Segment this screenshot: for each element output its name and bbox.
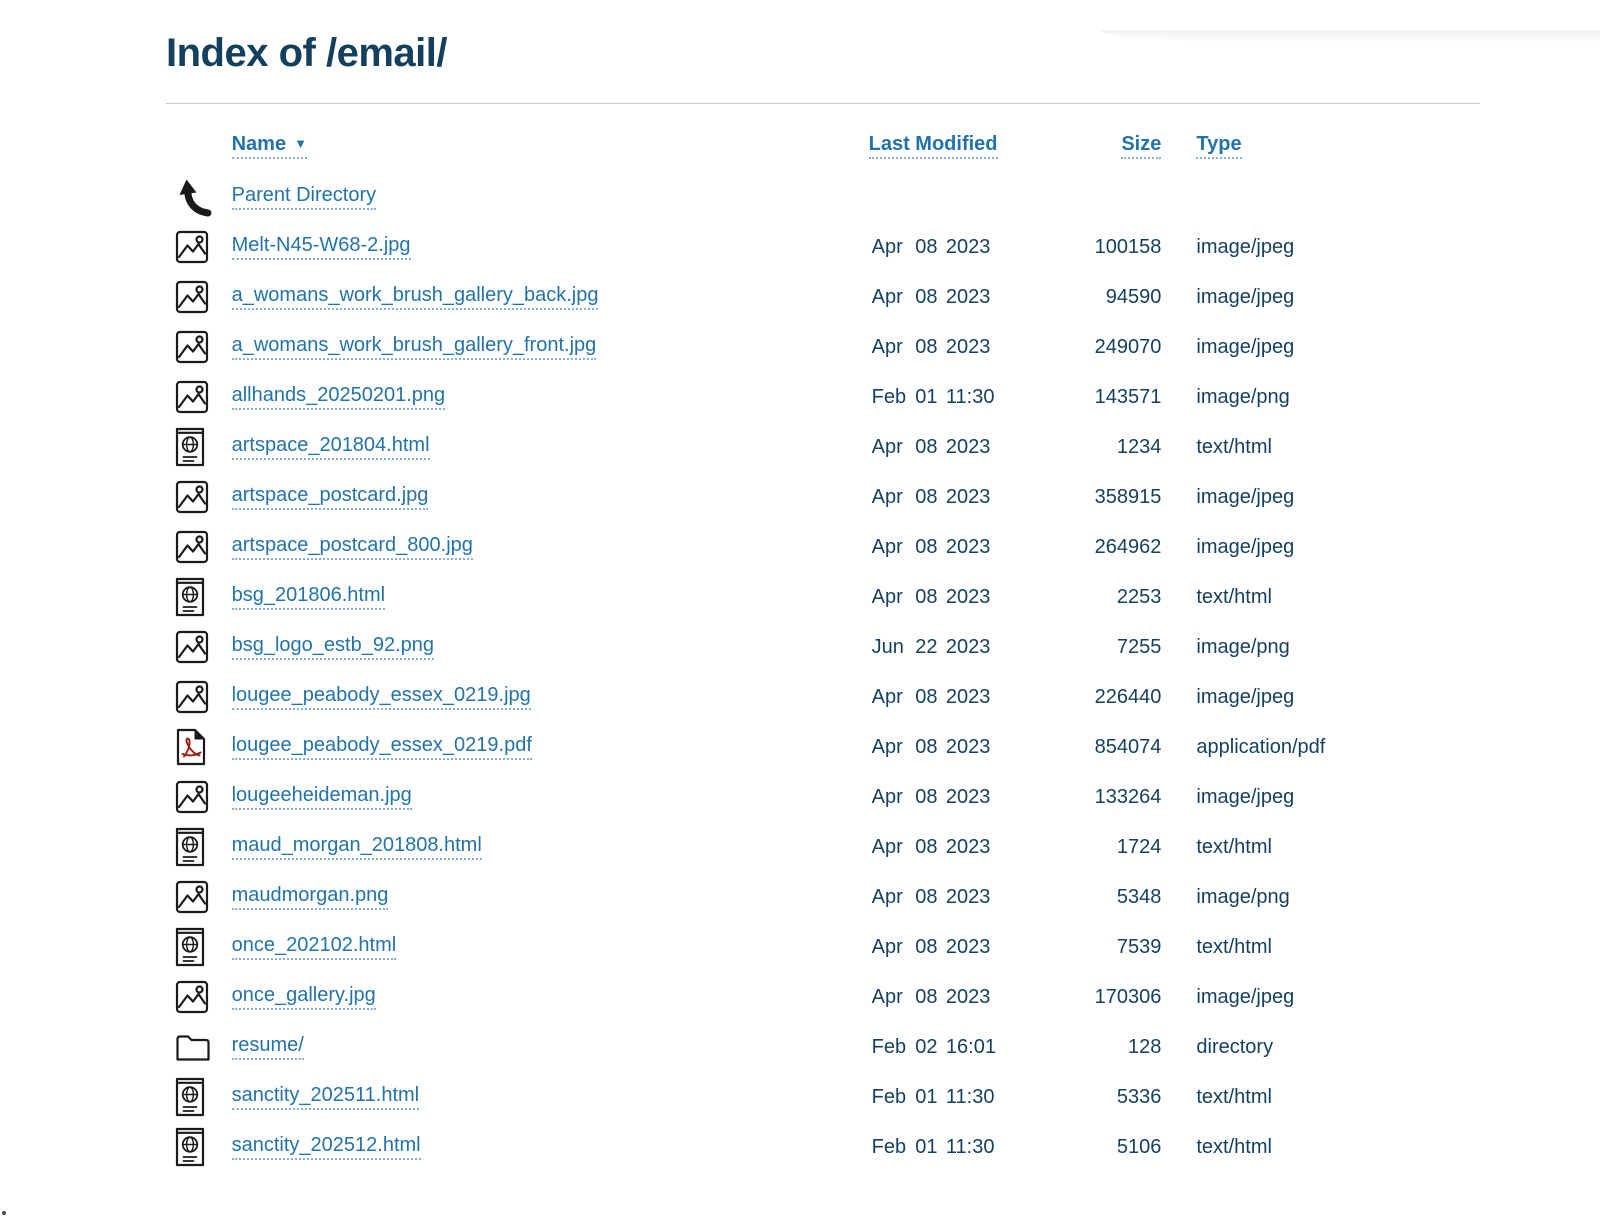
html-icon [175, 427, 213, 467]
name-column-header: Name [231, 133, 287, 155]
modified-month: Apr [871, 585, 903, 608]
file-row [166, 1122, 1480, 1172]
modified-day: 08 [915, 885, 938, 908]
file-row [166, 272, 1480, 322]
modified-day: 08 [915, 485, 938, 508]
file-type: image/jpeg [1196, 685, 1295, 708]
modified-day: 22 [915, 635, 938, 658]
modified-year-or-time: 2023 [945, 935, 991, 958]
file-size: 133264 [1094, 785, 1162, 808]
file-size: 5336 [1116, 1085, 1162, 1108]
modified-month: Apr [871, 735, 903, 758]
file-row [166, 672, 1480, 722]
table-header-row [166, 114, 1480, 172]
modified-day: 08 [915, 335, 938, 358]
file-size: 128 [1128, 1035, 1162, 1058]
file-link[interactable]: maudmorgan.png [232, 884, 389, 910]
file-link[interactable]: artspace_postcard.jpg [232, 484, 429, 510]
file-row [166, 622, 1480, 672]
file-type: image/png [1196, 885, 1290, 908]
modified-year-or-time: 2023 [945, 435, 991, 458]
modified-day: 08 [915, 935, 938, 958]
image-icon [175, 330, 213, 364]
file-row [166, 422, 1480, 472]
modified-month: Apr [871, 985, 903, 1008]
modified-day: 08 [915, 785, 938, 808]
modified-month: Apr [871, 535, 903, 558]
file-row [166, 472, 1480, 522]
file-link[interactable]: resume/ [232, 1034, 304, 1060]
file-link[interactable]: artspace_201804.html [232, 434, 430, 460]
file-link[interactable]: maud_morgan_201808.html [232, 834, 482, 860]
file-row [166, 322, 1480, 372]
modified-month: Feb [871, 1085, 907, 1108]
image-icon [175, 280, 213, 314]
modified-year-or-time: 11:30 [945, 385, 995, 408]
modified-year-or-time: 2023 [945, 985, 991, 1008]
modified-month: Apr [871, 935, 903, 958]
file-size: 264962 [1094, 535, 1162, 558]
modified-day: 08 [915, 835, 938, 858]
file-link[interactable]: lougee_peabody_essex_0219.jpg [232, 684, 531, 710]
modified-year-or-time: 2023 [945, 685, 991, 708]
modified-month: Apr [871, 835, 903, 858]
file-type: image/jpeg [1196, 335, 1295, 358]
file-type: text/html [1196, 435, 1272, 458]
file-size: 100158 [1094, 235, 1162, 258]
modified-year-or-time: 2023 [945, 835, 991, 858]
modified-month: Feb [871, 1035, 907, 1058]
file-type: text/html [1196, 1135, 1272, 1158]
browser-corner-artifact [1100, 30, 1600, 42]
modified-month: Jun [871, 635, 904, 658]
modified-year-or-time: 2023 [945, 285, 991, 308]
modified-year-or-time: 2023 [945, 785, 991, 808]
modified-day: 08 [915, 585, 938, 608]
file-link[interactable]: once_gallery.jpg [232, 984, 376, 1010]
modified-month: Feb [871, 1135, 907, 1158]
modified-day: 08 [915, 285, 938, 308]
file-type: directory [1196, 1035, 1274, 1058]
file-link[interactable]: bsg_201806.html [232, 584, 385, 610]
file-link[interactable]: artspace_postcard_800.jpg [232, 534, 473, 560]
modified-year-or-time: 16:01 [945, 1035, 996, 1058]
file-type: image/jpeg [1196, 535, 1295, 558]
image-icon [175, 530, 213, 564]
html-icon [175, 1127, 213, 1167]
modified-day: 08 [915, 435, 938, 458]
image-icon [175, 630, 213, 664]
file-link[interactable]: sanctity_202512.html [232, 1134, 421, 1160]
modified-day: 01 [915, 1135, 938, 1158]
image-icon [175, 680, 213, 714]
file-type: image/png [1196, 385, 1290, 408]
screen-speck-artifact [2, 1211, 6, 1215]
modified-month: Apr [871, 285, 903, 308]
file-type: image/jpeg [1196, 985, 1295, 1008]
file-link[interactable]: lougee_peabody_essex_0219.pdf [232, 734, 532, 760]
modified-month: Apr [871, 435, 903, 458]
file-listing-table [166, 114, 1480, 1172]
file-type: image/jpeg [1196, 785, 1295, 808]
modified-day: 08 [915, 685, 938, 708]
file-type: text/html [1196, 1085, 1272, 1108]
modified-year-or-time: 2023 [945, 335, 991, 358]
html-icon [175, 1077, 213, 1117]
up-arrow-icon [175, 177, 213, 217]
file-row [166, 772, 1480, 822]
file-table-body [166, 172, 1480, 1172]
file-type: image/jpeg [1196, 485, 1295, 508]
modified-month: Apr [871, 485, 903, 508]
file-size: 94590 [1105, 285, 1162, 308]
file-type: text/html [1196, 935, 1272, 958]
file-row [166, 922, 1480, 972]
image-icon [175, 880, 213, 914]
file-row [166, 372, 1480, 422]
modified-month: Apr [871, 885, 903, 908]
directory-index-page [0, 30, 1600, 1172]
file-size: 7255 [1116, 635, 1162, 658]
file-type: image/jpeg [1196, 235, 1295, 258]
file-size: 143571 [1094, 385, 1162, 408]
file-size: 5348 [1116, 885, 1162, 908]
modified-year-or-time: 11:30 [945, 1135, 995, 1158]
file-size: 249070 [1094, 335, 1162, 358]
parent-directory-row [166, 172, 1480, 222]
modified-day: 01 [915, 1085, 938, 1108]
modified-day: 08 [915, 235, 938, 258]
modified-year-or-time: 2023 [945, 735, 991, 758]
file-size: 1234 [1116, 435, 1162, 458]
file-type: image/png [1196, 635, 1290, 658]
image-icon [175, 230, 213, 264]
modified-day: 01 [915, 385, 938, 408]
file-link[interactable]: a_womans_work_brush_gallery_back.jpg [232, 284, 599, 310]
file-row [166, 722, 1480, 772]
image-icon [175, 480, 213, 514]
modified-month: Apr [871, 785, 903, 808]
modified-month: Apr [871, 235, 903, 258]
file-type: text/html [1196, 585, 1272, 608]
modified-month: Apr [871, 335, 903, 358]
file-row [166, 522, 1480, 572]
file-link[interactable]: a_womans_work_brush_gallery_front.jpg [232, 334, 597, 360]
file-row [166, 572, 1480, 622]
file-link[interactable]: allhands_20250201.png [232, 384, 446, 410]
html-icon [175, 577, 213, 617]
file-link[interactable]: Melt-N45-W68-2.jpg [232, 234, 411, 260]
folder-icon [175, 1032, 213, 1062]
modified-year-or-time: 2023 [945, 535, 991, 558]
file-row [166, 1072, 1480, 1122]
file-row [166, 972, 1480, 1022]
modified-month: Apr [871, 685, 903, 708]
file-type: text/html [1196, 835, 1272, 858]
file-link[interactable]: bsg_logo_estb_92.png [232, 634, 434, 660]
modified-day: 08 [915, 735, 938, 758]
file-row [166, 1022, 1480, 1072]
modified-month: Feb [871, 385, 907, 408]
modified-year-or-time: 11:30 [945, 1085, 995, 1108]
sort-descending-icon: ▼ [294, 136, 307, 151]
sort-by-type-link[interactable]: Type [1196, 133, 1241, 159]
file-size: 226440 [1094, 685, 1162, 708]
sort-by-name-link[interactable] [232, 133, 307, 159]
modified-year-or-time: 2023 [945, 235, 991, 258]
file-size: 358915 [1094, 485, 1162, 508]
modified-day: 08 [915, 535, 938, 558]
sort-by-last-modified-link[interactable]: Last Modified [869, 133, 998, 159]
modified-year-or-time: 2023 [945, 635, 991, 658]
pdf-icon [175, 728, 213, 766]
file-link[interactable]: once_202102.html [232, 934, 397, 960]
file-size: 1724 [1116, 835, 1162, 858]
sort-by-size-link[interactable]: Size [1121, 133, 1161, 159]
file-size: 2253 [1116, 585, 1162, 608]
image-icon [175, 780, 213, 814]
file-link[interactable]: sanctity_202511.html [232, 1084, 420, 1110]
html-icon [175, 927, 213, 967]
modified-year-or-time: 2023 [945, 885, 991, 908]
file-size: 5106 [1116, 1135, 1162, 1158]
file-size: 7539 [1116, 935, 1162, 958]
file-row [166, 872, 1480, 922]
parent-directory-link[interactable]: Parent Directory [232, 184, 377, 210]
modified-day: 08 [915, 985, 938, 1008]
file-type: image/jpeg [1196, 285, 1295, 308]
image-icon [175, 980, 213, 1014]
page-title: Index of /email/ [166, 31, 447, 75]
file-link[interactable]: lougeeheideman.jpg [232, 784, 412, 810]
html-icon [175, 827, 213, 867]
modified-year-or-time: 2023 [945, 485, 991, 508]
file-size: 170306 [1094, 985, 1162, 1008]
file-row [166, 822, 1480, 872]
file-row [166, 222, 1480, 272]
file-size: 854074 [1094, 735, 1162, 758]
modified-day: 02 [915, 1035, 938, 1058]
image-icon [175, 380, 213, 414]
modified-year-or-time: 2023 [945, 585, 991, 608]
file-type: application/pdf [1196, 735, 1326, 758]
title-divider [166, 103, 1480, 104]
